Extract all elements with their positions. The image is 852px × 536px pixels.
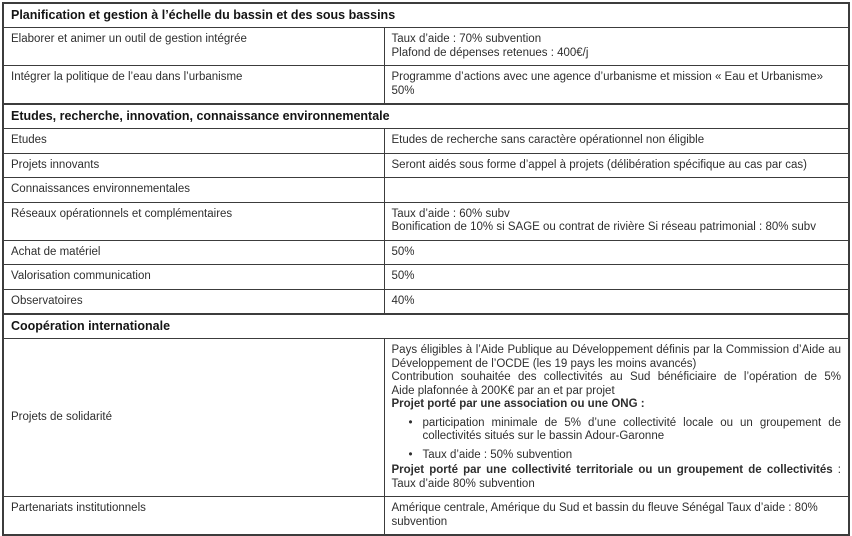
details-cell bbox=[384, 497, 849, 536]
text-segment: Taux d’aide : 70% subvention bbox=[391, 33, 542, 45]
details-cell bbox=[384, 178, 849, 203]
details-cell bbox=[384, 339, 849, 497]
details-line bbox=[392, 208, 842, 222]
details-line bbox=[392, 47, 842, 61]
section-header: Coopération internationale bbox=[3, 314, 849, 339]
details-line bbox=[392, 385, 842, 399]
details-line bbox=[392, 371, 842, 385]
details-line bbox=[392, 270, 842, 284]
table-row bbox=[3, 202, 849, 240]
category-cell: Projets de solidarité bbox=[3, 339, 384, 497]
details-cell bbox=[384, 202, 849, 240]
table-row bbox=[3, 265, 849, 290]
funding-table-body bbox=[3, 3, 849, 535]
details-line bbox=[392, 398, 842, 412]
text-segment: Contribution souhaitée des collectivités au Sud bénéficiaire de l’opération de 5% bbox=[391, 371, 841, 383]
details-line bbox=[392, 464, 842, 491]
category-cell: Achat de matériel bbox=[3, 240, 384, 265]
table-row bbox=[3, 129, 849, 154]
text-segment: Bonification de 10% si SAGE ou contrat de rivière Si réseau patrimonial : 80% subv bbox=[391, 221, 816, 233]
category-cell: Elaborer et animer un outil de gestion intégrée bbox=[3, 28, 384, 66]
table-row bbox=[3, 339, 849, 497]
text-segment: Aide plafonnée à 200K€ par an et par projet bbox=[391, 384, 615, 397]
details-cell bbox=[384, 240, 849, 265]
details-line bbox=[392, 71, 842, 85]
text-segment: Programme d’actions avec une agence d’urbanisme et mission « Eau et Urbanisme» bbox=[391, 71, 823, 83]
text-segment: Taux d’aide : 60% subv bbox=[391, 207, 510, 220]
details-line bbox=[392, 246, 842, 260]
table-row bbox=[3, 66, 849, 105]
section-header-row bbox=[3, 104, 849, 129]
text-segment: 50% bbox=[391, 84, 415, 97]
text-segment: Pays éligibles à l’Aide Publique au Développement définis par la Commission d’Aide au Développement de l’OCDE (les 19 pays les moins avancés) bbox=[391, 344, 841, 370]
details-cell bbox=[384, 289, 849, 314]
details-cell bbox=[384, 129, 849, 154]
section-header: Planification et gestion à l’échelle du bassin et des sous bassins bbox=[3, 3, 849, 28]
table-row bbox=[3, 289, 849, 314]
bold-text-segment: Projet porté par une collectivité territoriale ou un groupement de collectivités bbox=[391, 464, 833, 476]
category-cell: Réseaux opérationnels et complémentaires bbox=[3, 202, 384, 240]
table-row bbox=[3, 178, 849, 203]
text-segment: : Taux d’aide 80% subvention bbox=[391, 464, 842, 490]
category-cell: Valorisation communication bbox=[3, 265, 384, 290]
details-line bbox=[392, 344, 842, 371]
table-row bbox=[3, 497, 849, 536]
details-cell bbox=[384, 28, 849, 66]
category-cell: Etudes bbox=[3, 129, 384, 154]
table-row bbox=[3, 240, 849, 265]
table-row bbox=[3, 28, 849, 66]
text-segment: Taux d’aide : 50% subvention bbox=[422, 448, 573, 461]
category-cell: Projets innovants bbox=[3, 153, 384, 178]
text-segment: 50% bbox=[391, 270, 415, 282]
bullet-text bbox=[423, 449, 842, 463]
text-segment: Plafond de dépenses retenues : 400€/j bbox=[391, 46, 589, 59]
category-cell: Observatoires bbox=[3, 289, 384, 314]
section-header: Etudes, recherche, innovation, connaissance environnementale bbox=[3, 104, 849, 129]
category-cell: Intégrer la politique de l’eau dans l’urbanisme bbox=[3, 66, 384, 105]
details-cell bbox=[384, 153, 849, 178]
details-line bbox=[392, 134, 842, 148]
category-cell: Partenariats institutionnels bbox=[3, 497, 384, 536]
text-segment: Amérique centrale, Amérique du Sud et bassin du fleuve Sénégal Taux d’aide : 80% subvention bbox=[391, 502, 818, 528]
text-segment: Etudes de recherche sans caractère opérationnel non éligible bbox=[391, 134, 705, 146]
bullet-text bbox=[423, 417, 842, 444]
section-header-row bbox=[3, 3, 849, 28]
details-line bbox=[392, 221, 842, 235]
details-line bbox=[392, 85, 842, 99]
bullet-icon: • bbox=[408, 448, 413, 461]
details-line bbox=[392, 33, 842, 47]
section-header-row bbox=[3, 314, 849, 339]
bullet-item bbox=[409, 417, 842, 444]
funding-table bbox=[2, 2, 850, 536]
details-line bbox=[392, 159, 842, 173]
text-segment: Seront aidés sous forme d’appel à projets (délibération spécifique au cas par cas) bbox=[391, 158, 808, 171]
table-row bbox=[3, 153, 849, 178]
text-segment: participation minimale de 5% d’une collectivité locale ou un groupement de collectivités situés sur le bassin Adour-Garonne bbox=[422, 416, 841, 442]
category-cell: Connaissances environnementales bbox=[3, 178, 384, 203]
bold-text-segment: Projet porté par une association ou une ONG : bbox=[391, 398, 645, 410]
bullet-icon: • bbox=[408, 416, 413, 429]
bullet-item bbox=[409, 449, 842, 463]
details-line bbox=[392, 295, 842, 309]
details-line bbox=[392, 502, 842, 529]
details-cell bbox=[384, 265, 849, 290]
text-segment: 50% bbox=[391, 245, 415, 258]
details-cell bbox=[384, 66, 849, 105]
text-segment: 40% bbox=[391, 294, 415, 307]
